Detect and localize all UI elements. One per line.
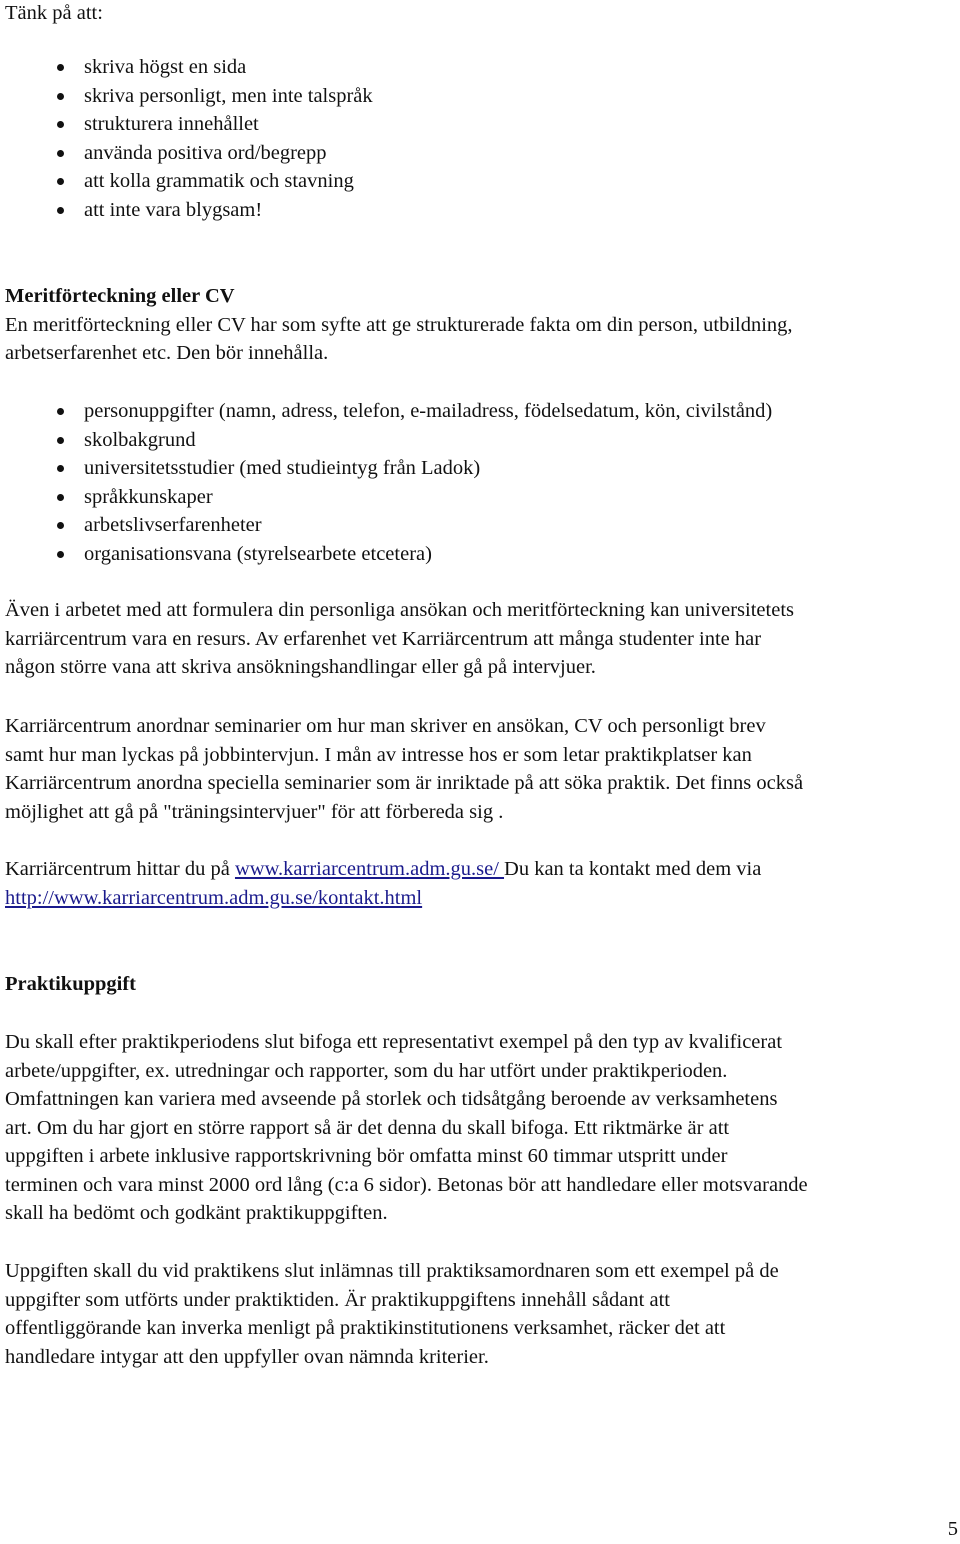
- page-number: 5: [947, 1518, 958, 1540]
- bullet-icon: [57, 465, 64, 472]
- cv-heading: Meritförteckning eller CV: [5, 285, 235, 307]
- cv-intro-line: arbetserfarenhet etc. Den bör innehålla.: [5, 342, 329, 364]
- list-item: använda positiva ord/begrepp: [57, 139, 373, 168]
- text-line: handledare intygar att den uppfyller ovan nämnda kriterier.: [5, 1345, 489, 1368]
- text-line: Även i arbetet med att formulera din personliga ansökan och meritförteckning kan universitetets: [5, 599, 794, 621]
- text-line: offentliggörande kan inverka menligt på praktikinstitutionens verksamhet, räcker det att: [5, 1317, 726, 1339]
- bullet-icon: [57, 494, 64, 501]
- paragraph-contact: [5, 855, 960, 912]
- text-line: någon större vana att skriva ansökningshandlingar eller gå på intervjuer.: [5, 656, 596, 678]
- bullet-icon: [57, 522, 64, 529]
- list-item: universitetsstudier (med studieintyg från Ladok): [57, 454, 772, 483]
- intro-bullet-list: [57, 53, 373, 224]
- text-line: Karriärcentrum anordna speciella seminarier som är inriktade på att söka praktik. Det finns också: [5, 772, 804, 794]
- text-line: Karriärcentrum anordnar seminarier om hur man skriver en ansökan, CV och personligt brev: [5, 715, 766, 737]
- paragraph-praktik-requirements: [5, 1028, 960, 1228]
- text-line: [5, 884, 960, 913]
- bullet-icon: [57, 207, 64, 214]
- list-item: skriva personligt, men inte talspråk: [57, 82, 373, 111]
- list-item: skriva högst en sida: [57, 53, 373, 82]
- cv-section: [5, 282, 960, 368]
- paragraph-seminars: [5, 712, 960, 826]
- bullet-icon: [57, 93, 64, 100]
- list-item: personuppgifter (namn, adress, telefon, e-mailadress, födelsedatum, kön, civilstånd): [57, 397, 772, 426]
- bullet-icon: [57, 178, 64, 185]
- kontakt-link[interactable]: http://www.karriarcentrum.adm.gu.se/kontakt.html: [5, 886, 423, 909]
- text-line: Uppgiften skall du vid praktikens slut inlämnas till praktiksamordnaren som ett exempel på de: [5, 1260, 779, 1282]
- list-item: språkkunskaper: [57, 483, 772, 512]
- text-line: Omfattningen kan variera med avseende på storlek och tidsåtgång beroende av verksamhetens: [5, 1088, 778, 1110]
- paragraph-resource: [5, 596, 960, 682]
- text-line: arbete/uppgifter, ex. utredningar och rapporter, som du har utfört under praktikperioden.: [5, 1059, 728, 1082]
- bullet-icon: [57, 64, 64, 71]
- text-line: skall ha bedömt och godkänt praktikuppgiften.: [5, 1202, 388, 1224]
- text-line: samt hur man lyckas på jobbintervjun. I mån av intresse hos er som letar praktikplatser kan: [5, 743, 752, 766]
- list-item: skolbakgrund: [57, 426, 772, 455]
- intro-heading: Tänk på att:: [5, 2, 103, 24]
- text-line: art. Om du har gjort en större rapport så är det denna du skall bifoga. Ett riktmärke är att: [5, 1116, 730, 1139]
- bullet-icon: [57, 150, 64, 157]
- text-line: Karriärcentrum hittar du på www.karriarcentrum.adm.gu.se/ Du kan ta kontakt med dem via: [5, 858, 762, 880]
- list-item: att kolla grammatik och stavning: [57, 167, 373, 196]
- bullet-icon: [57, 121, 64, 128]
- praktik-heading: Praktikuppgift: [5, 973, 136, 995]
- list-item: strukturera innehållet: [57, 110, 373, 139]
- list-item: att inte vara blygsam!: [57, 196, 373, 225]
- paragraph-praktik-submission: [5, 1257, 960, 1371]
- bullet-icon: [57, 437, 64, 444]
- karriarcentrum-link[interactable]: www.karriarcentrum.adm.gu.se/: [234, 858, 505, 880]
- text-line: uppgifter som utförts under praktiktiden. Är praktikuppgiftens innehåll sådant att: [5, 1288, 670, 1311]
- text-line: Du skall efter praktikperiodens slut bifoga ett representativt exempel på den typ av kvalificerat: [5, 1031, 783, 1053]
- cv-intro-line: En meritförteckning eller CV har som syfte att ge strukturerade fakta om din person, utbildning,: [5, 313, 793, 336]
- text-line: karriärcentrum vara en resurs. Av erfarenhet vet Karriärcentrum att många studenter inte har: [5, 627, 762, 650]
- text-line: uppgiften i arbete inklusive rapportskrivning bör omfatta minst 60 timmar utspritt under: [5, 1145, 728, 1167]
- bullet-icon: [57, 408, 64, 415]
- bullet-icon: [57, 551, 64, 558]
- praktik-section: [5, 970, 960, 999]
- cv-bullet-list: [57, 397, 772, 568]
- text-line: möjlighet att gå på "träningsintervjuer" för att förbereda sig .: [5, 800, 504, 823]
- list-item: arbetslivserfarenheter: [57, 511, 772, 540]
- text-line: terminen och vara minst 2000 ord lång (c:a 6 sidor). Betonas bör att handledare eller motsvarande: [5, 1173, 808, 1196]
- list-item: organisationsvana (styrelsearbete etcetera): [57, 540, 772, 569]
